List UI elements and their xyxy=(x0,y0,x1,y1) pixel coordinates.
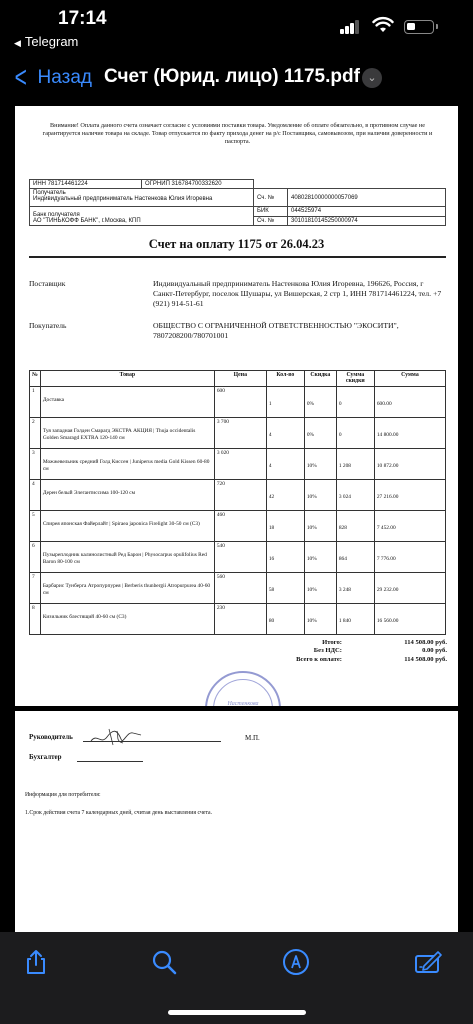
back-app-label: Telegram xyxy=(24,34,79,49)
home-indicator[interactable] xyxy=(168,1010,306,1015)
item-qty: 58 xyxy=(266,573,304,604)
header-number: № xyxy=(30,371,41,387)
header-sum: Сумма xyxy=(374,371,445,387)
supplier-label: Поставщик xyxy=(29,279,66,288)
search-icon[interactable] xyxy=(150,948,178,976)
item-number: 3 xyxy=(30,449,41,480)
item-discount-sum: 1 840 xyxy=(336,604,374,635)
back-button-label: Назад xyxy=(37,67,92,88)
item-qty: 4 xyxy=(266,449,304,480)
item-price: 3 020 xyxy=(214,449,266,480)
item-qty: 4 xyxy=(266,418,304,449)
status-bar xyxy=(0,0,473,56)
corr-account-value: 30101810145250000974 xyxy=(288,216,446,226)
inn-cell: ИНН 781714461224 xyxy=(30,180,142,189)
item-number: 2 xyxy=(30,418,41,449)
payment-notice: Внимание! Оплата данного счета означает согласие с условиями поставки товара. Уведомление об оплате обязательно, в противном случае не гарантируется наличие товара на складе. Товар отпускается по факту прихода денег на р/с Поставщика, самовывозом, при наличии доверенности и паспорта. xyxy=(42,122,433,146)
recipient-label: Получатель xyxy=(33,190,66,196)
item-number: 5 xyxy=(30,511,41,542)
vat-label: Без НДС: xyxy=(313,647,342,655)
signature-image xyxy=(87,725,147,749)
header-qty: Кол-во xyxy=(266,371,304,387)
item-discount-sum: 3 024 xyxy=(336,480,374,511)
item-sum: 600.00 xyxy=(374,387,445,418)
cellular-signal-icon xyxy=(340,20,360,34)
supplier-details: Индивидуальный предприниматель Настенкова Юлия Игоревна, 196626, Россия, г Санкт-Петербург, поселок Шушары, ул Вишерская, 2 стр 1, ИНН 781714461224, тел. +7 (921) 914-51-61 xyxy=(153,279,442,308)
table-row xyxy=(30,449,446,480)
header-price: Цена xyxy=(214,371,266,387)
item-price: 720 xyxy=(214,480,266,511)
stamp-text: Настенкова xyxy=(227,701,259,706)
item-sum: 10 872.00 xyxy=(374,449,445,480)
item-number: 7 xyxy=(30,573,41,604)
table-row xyxy=(30,387,446,418)
item-discount-sum: 1 208 xyxy=(336,449,374,480)
item-price: 540 xyxy=(214,542,266,573)
document-title: Счет (Юрид. лицо) 1175.pdf xyxy=(104,66,360,87)
invoice-title: Счет на оплату 1175 от 26.04.23 xyxy=(148,237,325,251)
item-sum: 29 232.00 xyxy=(374,573,445,604)
item-sum: 27 216.00 xyxy=(374,480,445,511)
table-row xyxy=(30,480,446,511)
item-qty: 16 xyxy=(266,542,304,573)
item-qty: 1 xyxy=(266,387,304,418)
accountant-signature-line xyxy=(77,761,143,762)
item-sum: 14 800.00 xyxy=(374,418,445,449)
item-number: 4 xyxy=(30,480,41,511)
chevron-left-icon: < xyxy=(14,61,27,94)
item-discount: 10% xyxy=(304,449,336,480)
title-divider xyxy=(29,256,446,258)
vat-value: 0.00 руб. xyxy=(422,647,447,655)
bik-value: 044525974 xyxy=(288,207,446,217)
item-name: Спирея японская Файерлайт | Spiraea japonica Firelight 30-50 см (С3) xyxy=(40,511,214,542)
table-row xyxy=(30,573,446,604)
document-page-2 xyxy=(15,711,458,932)
item-qty: 18 xyxy=(266,511,304,542)
item-sum: 7 452.00 xyxy=(374,511,445,542)
vat-row xyxy=(245,647,447,655)
item-qty: 42 xyxy=(266,480,304,511)
chevron-down-icon[interactable]: ⌄ xyxy=(362,68,382,88)
item-number: 8 xyxy=(30,604,41,635)
bank-label: Банк получателя xyxy=(33,212,80,218)
recipient-cell xyxy=(30,189,254,207)
item-name: Можжевельник средний Голд Киссен | Juniperus media Gold Kissen 60-80 см xyxy=(40,449,214,480)
item-discount: 0% xyxy=(304,387,336,418)
item-number: 1 xyxy=(30,387,41,418)
company-stamp xyxy=(205,671,281,706)
wifi-icon xyxy=(372,16,394,34)
director-label: Руководитель xyxy=(29,733,73,741)
item-name: Дерен белый Элегантиссима 100-120 см xyxy=(40,480,214,511)
battery-icon xyxy=(404,20,434,34)
grand-total-row xyxy=(245,656,447,664)
table-row xyxy=(30,604,446,635)
buyer-details: ОБЩЕСТВО С ОГРАНИЧЕННОЙ ОТВЕТСТВЕННОСТЬЮ "ЭКОСИТИ", 7807208200/780701001 xyxy=(153,321,399,340)
corr-account-label: Сч. № xyxy=(254,216,288,226)
accountant-label: Бухгалтер xyxy=(29,753,62,761)
item-discount: 10% xyxy=(304,542,336,573)
item-discount: 10% xyxy=(304,511,336,542)
item-sum: 7 776.00 xyxy=(374,542,445,573)
markup-icon[interactable] xyxy=(282,948,310,976)
item-discount-sum: 0 xyxy=(336,387,374,418)
total-label: Итого: xyxy=(322,639,342,646)
share-icon[interactable] xyxy=(22,948,50,976)
item-name: Пузыреплодник калинолистный Ред Барон | Physocarpus opulifolius Red Baron 80-100 см xyxy=(40,542,214,573)
header-product: Товар xyxy=(40,371,214,387)
table-row xyxy=(30,511,446,542)
item-discount: 10% xyxy=(304,604,336,635)
item-price: 460 xyxy=(214,511,266,542)
total-row xyxy=(245,639,447,647)
item-price: 3 700 xyxy=(214,418,266,449)
table-row xyxy=(30,418,446,449)
account-number: 40802810000000057069 xyxy=(288,189,446,207)
consumer-info-text: 1.Срок действия счета 7 календарных дней, считая день выставления счета. xyxy=(25,810,213,816)
grand-total-label: Всего к оплате: xyxy=(296,655,342,663)
item-number: 6 xyxy=(30,542,41,573)
grand-total-value: 114 508.00 руб. xyxy=(404,655,447,663)
account-label: Сч. № xyxy=(254,189,288,207)
item-discount: 0% xyxy=(304,418,336,449)
item-price: 560 xyxy=(214,573,266,604)
recipient-name: Индивидуальный предприниматель Настенкова Юлия Игоревна xyxy=(33,196,213,202)
stamp-place-label: М.П. xyxy=(245,734,260,742)
table-row xyxy=(30,542,446,573)
item-discount-sum: 0 xyxy=(336,418,374,449)
annotate-icon[interactable] xyxy=(414,948,442,976)
item-name: Кизильник блестящий 40-60 см (С3) xyxy=(40,604,214,635)
items-header-row xyxy=(30,371,446,387)
item-discount: 10% xyxy=(304,573,336,604)
item-name: Туя западная Голден Смарагд ЭКСТРА АКЦИЯ | Thuja occidentalis Golden Smaragd EXTRA 120-140 см xyxy=(40,418,214,449)
consumer-info-title: Информация для потребителя: xyxy=(25,792,101,798)
status-time: 17:14 xyxy=(58,8,107,29)
bank-cell xyxy=(30,207,254,226)
document-page-1 xyxy=(15,106,458,706)
bik-label: БИК xyxy=(254,207,288,217)
item-price: 600 xyxy=(214,387,266,418)
items-table xyxy=(29,370,446,635)
totals-block xyxy=(245,639,447,664)
navigation-bar xyxy=(0,56,473,100)
back-to-app-link[interactable] xyxy=(14,34,78,49)
back-triangle-icon: ◀ xyxy=(14,38,21,48)
item-name: Барбарис Тунберга Атропурпурея | Berberis thunbergii Atropurpurea 40-60 см xyxy=(40,573,214,604)
bank-details-table xyxy=(29,179,446,226)
ogrnip-cell: ОГРНИП 316784700332620 xyxy=(142,180,254,189)
item-discount-sum: 828 xyxy=(336,511,374,542)
total-value: 114 508.00 руб. xyxy=(404,639,447,646)
header-discount: Скидка xyxy=(304,371,336,387)
header-discount-sum: Сумма скидки xyxy=(336,371,374,387)
item-qty: 80 xyxy=(266,604,304,635)
item-price: 230 xyxy=(214,604,266,635)
back-button[interactable] xyxy=(12,62,92,94)
bank-name: АО "ТИНЬКОФФ БАНК", г.Москва, КПП xyxy=(33,218,141,224)
item-sum: 16 560.00 xyxy=(374,604,445,635)
item-discount: 10% xyxy=(304,480,336,511)
item-discount-sum: 864 xyxy=(336,542,374,573)
buyer-label: Покупатель xyxy=(29,321,67,330)
item-discount-sum: 3 248 xyxy=(336,573,374,604)
item-name: Доставка xyxy=(40,387,214,418)
